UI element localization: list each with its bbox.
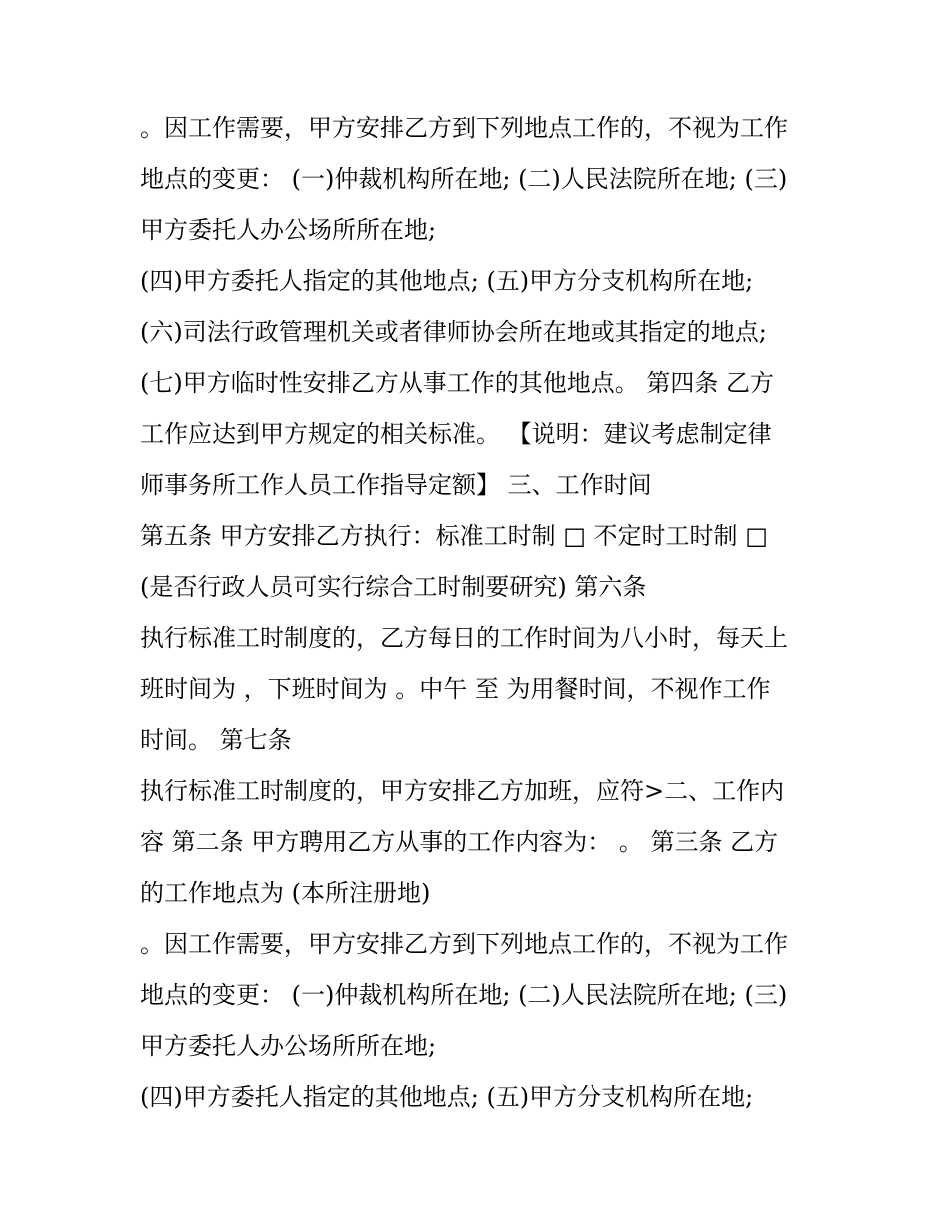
text-line: 师事务所工作人员工作指导定额】 三、工作时间 (140, 471, 652, 499)
text-line: (是否行政人员可实行综合工时制要研究) 第六条 (140, 573, 647, 601)
text-line: 。因工作需要，甲方安排乙方到下列地点工作的，不视为工作 (140, 114, 788, 142)
text-line: (四)甲方委托人指定的其他地点; (五)甲方分支机构所在地; (140, 1083, 754, 1111)
text-line: 甲方委托人办公场所所在地; (140, 216, 437, 244)
text-line: 第五条 甲方安排乙方执行：标准工时制 □ 不定时工时制 □ (140, 522, 768, 550)
text-line: (七)甲方临时性安排乙方从事工作的其他地点。 第四条 乙方 (140, 369, 774, 397)
text-line: 地点的变更： (一)仲裁机构所在地; (二)人民法院所在地; (三) (140, 981, 788, 1009)
text-line: 执行标准工时制度的，乙方每日的工作时间为八小时，每天上 (140, 624, 788, 652)
text-line: 。因工作需要，甲方安排乙方到下列地点工作的，不视为工作 (140, 930, 788, 958)
text-line: 甲方委托人办公场所所在地; (140, 1032, 437, 1060)
text-line: (四)甲方委托人指定的其他地点; (五)甲方分支机构所在地; (140, 267, 754, 295)
text-line: 的工作地点为 (本所注册地) (140, 879, 431, 907)
text-line: 工作应达到甲方规定的相关标准。 【说明：建议考虑制定律 (140, 420, 772, 448)
document-body (140, 103, 830, 1123)
text-line: 班时间为 ，下班时间为 。中午 至 为用餐时间，不视作工作 (140, 675, 771, 703)
text-line: 执行标准工时制度的，甲方安排乙方加班，应符>二、工作内 (140, 777, 785, 805)
text-line: 时间。 第七条 (140, 726, 292, 754)
text-line: (六)司法行政管理机关或者律师协会所在地或其指定的地点; (140, 318, 767, 346)
text-line: 容 第二条 甲方聘用乙方从事的工作内容为： 。 第三条 乙方 (140, 828, 779, 856)
text-line: 地点的变更： (一)仲裁机构所在地; (二)人民法院所在地; (三) (140, 165, 788, 193)
